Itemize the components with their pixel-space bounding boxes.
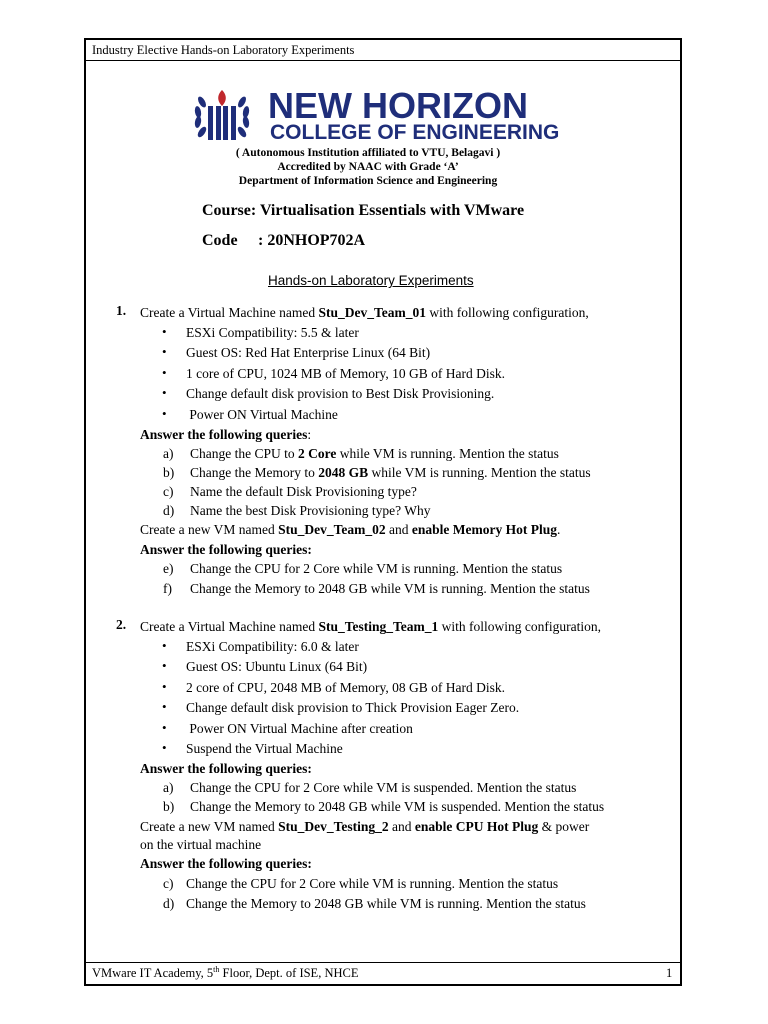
- section-title: Hands-on Laboratory Experiments: [268, 273, 474, 288]
- query-text: [190, 463, 591, 482]
- footer-part: VMware IT Academy, 5: [92, 966, 214, 980]
- answer-heading: Answer the following queries:: [140, 542, 312, 557]
- query-bold: 2 Core: [298, 446, 337, 461]
- answer-heading: Answer the following queries:: [140, 856, 312, 871]
- running-header: Industry Elective Hands-on Laboratory Experiments: [92, 43, 355, 57]
- footer-part: Floor, Dept. of ISE, NHCE: [219, 966, 359, 980]
- course-name: Virtualisation Essentials with VMware: [259, 202, 525, 219]
- course-label: Course:: [202, 202, 257, 219]
- list-item: Change default disk provision to Best Disk Provisioning.: [186, 386, 495, 401]
- new-vm-instruction: [140, 520, 560, 539]
- bullet-icon: •: [162, 720, 167, 735]
- query-letter: d): [163, 503, 175, 518]
- vm-name: Stu_Dev_Testing_2: [278, 819, 389, 834]
- bullet-icon: •: [162, 658, 167, 673]
- query-letter: f): [163, 581, 172, 596]
- code-label: Code: [202, 232, 238, 249]
- answer-heading: [140, 425, 311, 444]
- query-text: Change the Memory to 2048 GB while VM is running. Mention the status: [186, 896, 586, 911]
- query-text: Name the default Disk Provisioning type?: [190, 484, 417, 499]
- page-number: 1: [666, 966, 673, 980]
- query-letter: b): [163, 465, 175, 480]
- query-part: Change the CPU to: [190, 446, 298, 461]
- query-text: Change the CPU for 2 Core while VM is running. Mention the status: [190, 561, 563, 576]
- query-text: Change the Memory to 2048 GB while VM is suspended. Mention the status: [190, 799, 605, 814]
- query-part: while VM is running. Mention the status: [336, 446, 559, 461]
- college-name: NEW HORIZON: [268, 85, 528, 126]
- instruction-bold: enable Memory Hot Plug: [411, 522, 557, 537]
- instruction-continued: on the virtual machine: [140, 837, 262, 852]
- bullet-icon: •: [162, 406, 167, 421]
- instruction-part: .: [556, 522, 561, 537]
- intro-text: Create a Virtual Machine named: [140, 305, 319, 320]
- header-rule: [86, 60, 680, 61]
- answer-heading: Answer the following queries:: [140, 761, 312, 776]
- query-text: Name the best Disk Provisioning type? Why: [190, 503, 431, 518]
- list-item: 2 core of CPU, 2048 MB of Memory, 08 GB of Hard Disk.: [186, 680, 505, 695]
- intro-text: with following configuration,: [438, 619, 602, 634]
- vm-name: Stu_Dev_Team_02: [278, 522, 386, 537]
- bullet-icon: •: [162, 365, 167, 380]
- intro-text: Create a Virtual Machine named: [140, 619, 319, 634]
- bullet-icon: •: [162, 679, 167, 694]
- code-value: : 20NHOP702A: [258, 232, 366, 249]
- query-text: Change the CPU for 2 Core while VM is running. Mention the status: [186, 876, 559, 891]
- question-number: 2.: [116, 617, 127, 632]
- list-item: Power ON Virtual Machine after creation: [186, 721, 413, 736]
- query-text: Change the CPU for 2 Core while VM is suspended. Mention the status: [190, 780, 577, 795]
- query-letter: e): [163, 561, 174, 576]
- query-letter: a): [163, 446, 174, 461]
- laurel-torch-emblem-icon: [192, 88, 252, 144]
- department-name: Department of Information Science and Engineering: [238, 175, 498, 187]
- list-item: ESXi Compatibility: 6.0 & later: [186, 639, 359, 654]
- query-part: Change the Memory to: [190, 465, 319, 480]
- list-item: Change default disk provision to Thick Provision Eager Zero.: [186, 700, 520, 715]
- query-text: [190, 444, 559, 463]
- bullet-icon: •: [162, 385, 167, 400]
- instruction-part: Create a new VM named: [140, 522, 279, 537]
- query-part: while VM is running. Mention the status: [368, 465, 591, 480]
- query-letter: c): [163, 484, 174, 499]
- instruction-part: and: [385, 522, 412, 537]
- bullet-icon: •: [162, 324, 167, 339]
- question-intro: [140, 303, 589, 322]
- new-vm-instruction: [140, 817, 589, 836]
- query-letter: d): [163, 896, 175, 911]
- intro-text: with following configuration,: [426, 305, 589, 320]
- bullet-icon: •: [162, 638, 167, 653]
- instruction-bold: enable CPU Hot Plug: [414, 819, 539, 834]
- footer-rule: [86, 962, 680, 963]
- list-item: Guest OS: Red Hat Enterprise Linux (64 Bit): [186, 345, 431, 360]
- list-item: Suspend the Virtual Machine: [186, 741, 343, 756]
- bullet-icon: •: [162, 344, 167, 359]
- footer-superscript: th: [213, 964, 220, 974]
- list-item: ESXi Compatibility: 5.5 & later: [186, 325, 359, 340]
- query-bold: 2048 GB: [318, 465, 369, 480]
- vm-name: Stu_Dev_Team_01: [318, 305, 427, 320]
- bullet-icon: •: [162, 740, 167, 755]
- answer-label: Answer the following queries: [140, 427, 308, 442]
- course-code: [202, 232, 365, 250]
- query-text: Change the Memory to 2048 GB while VM is running. Mention the status: [190, 581, 590, 596]
- institution-affiliation: ( Autonomous Institution affiliated to VTU, Belagavi ): [235, 147, 501, 159]
- list-item: 1 core of CPU, 1024 MB of Memory, 10 GB of Hard Disk.: [186, 366, 505, 381]
- bullet-icon: •: [162, 699, 167, 714]
- question-number: 1.: [116, 303, 127, 318]
- question-intro: [140, 617, 601, 636]
- college-subtitle: COLLEGE OF ENGINEERING: [270, 121, 560, 144]
- query-letter: c): [163, 876, 174, 891]
- institution-accreditation: Accredited by NAAC with Grade ‘A’: [277, 161, 459, 173]
- answer-colon: :: [307, 427, 312, 442]
- list-item: Power ON Virtual Machine: [186, 407, 338, 422]
- vm-name: Stu_Testing_Team_1: [318, 619, 439, 634]
- instruction-part: and: [388, 819, 415, 834]
- query-letter: b): [163, 799, 175, 814]
- course-title: [202, 202, 524, 220]
- running-footer: [92, 966, 358, 981]
- list-item: Guest OS: Ubuntu Linux (64 Bit): [186, 659, 368, 674]
- instruction-part: & power: [538, 819, 590, 834]
- query-letter: a): [163, 780, 174, 795]
- instruction-part: Create a new VM named: [140, 819, 279, 834]
